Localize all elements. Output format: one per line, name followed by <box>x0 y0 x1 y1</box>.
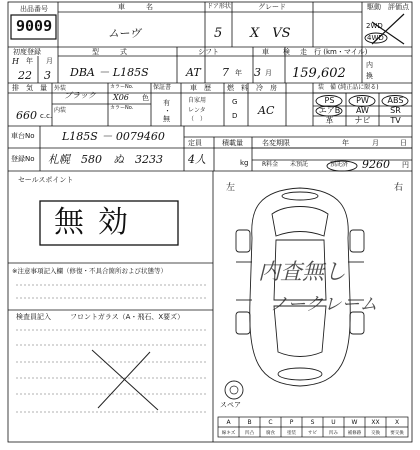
deposit-unpaid: 未預託 <box>290 161 309 168</box>
load-label: 積載量 <box>222 139 243 147</box>
legend-value-p: 塗装 <box>287 431 296 436</box>
legend-value-a: 線キズ <box>221 431 236 436</box>
spare-label: スペア <box>220 401 241 409</box>
warranty-no: 無 <box>163 115 170 123</box>
car-name: ムーヴ <box>108 27 141 40</box>
equipment-aw: AW <box>356 106 369 115</box>
capacity-label: 定員 <box>188 139 202 147</box>
reg-year: 22 <box>18 69 32 82</box>
displacement-unit: c.c. <box>40 112 53 120</box>
load-unit: kg <box>240 159 249 167</box>
transfer-label: 名変期限 <box>262 139 290 147</box>
equipment-tv: TV <box>390 116 401 125</box>
grade-value: X VS <box>250 26 291 41</box>
first-reg-label: 初度登録 <box>13 48 41 56</box>
equipment-leather: 革 <box>325 116 334 125</box>
legend-key-xx: XX <box>371 419 380 426</box>
inspection-year-unit: 年 <box>235 69 242 77</box>
equipment-abs: ABS <box>387 96 404 105</box>
category-other: （ ） <box>188 116 207 123</box>
legend-key-w: W <box>351 419 358 426</box>
color-label: 色 <box>142 94 149 102</box>
left-side-label: 左 <box>226 183 236 193</box>
legend-value-s: サビ <box>308 431 317 436</box>
tax-unit: 円 <box>402 161 409 169</box>
tax-label: R料金 <box>262 161 279 168</box>
exterior-code-label: カラーNo. <box>110 84 134 90</box>
drive-option-2wd: 2WD <box>366 22 383 30</box>
shift-label: シフト <box>198 48 219 56</box>
inspection-month-unit: 月 <box>265 69 272 77</box>
reg-month: 3 <box>44 69 51 82</box>
doors-label: ドア形状 <box>207 3 231 10</box>
legend-value-w: 補修跡 <box>347 431 362 436</box>
lot-number: 9009 <box>16 17 53 35</box>
fuel-gasoline: G <box>232 98 238 106</box>
mileage-label: 走 行 (km・マイル) <box>300 48 368 56</box>
equipment-pw: PW <box>356 96 369 105</box>
legend-value-x: 要交換 <box>390 431 404 436</box>
warranty-yes: 有 <box>163 99 170 107</box>
right-side-label: 右 <box>394 183 404 193</box>
inspection-month: 3 <box>254 66 261 79</box>
windshield-label: フロントガラス（A・飛石、X要ズ） <box>70 313 185 321</box>
equipment-airbag: エアB <box>318 106 341 115</box>
year-unit: 年 <box>26 57 33 65</box>
legend-key-p: P <box>289 419 294 426</box>
tax-amount: 9260 <box>362 158 390 171</box>
category-rental: レンタ <box>188 107 206 114</box>
doors-value: 5 <box>214 26 223 41</box>
car-body-diagram <box>236 188 364 386</box>
drive-label: 駆動 <box>367 3 381 11</box>
legend-key-b: B <box>247 419 252 426</box>
legend-value-b: 凹凸 <box>245 431 254 436</box>
legend-key-c: C <box>268 419 273 426</box>
model-value: DBA － L185S <box>70 66 149 79</box>
warranty-label: 保証書 <box>153 84 172 91</box>
warranty-dot: ・ <box>164 107 171 115</box>
deposit-paid: 預託済 <box>330 161 349 168</box>
void-stamp: 無効 <box>54 205 142 240</box>
interior-code-label: カラーNo. <box>110 105 134 111</box>
legend-key-u: U <box>331 419 336 426</box>
equipment-ps: PS <box>324 96 335 105</box>
equipment-sr: SR <box>390 106 401 115</box>
spare-tire-icon <box>225 381 243 399</box>
equipment-label: 装 備 (純正品に限る) <box>318 84 379 91</box>
lot-label: 出品番号 <box>20 5 48 13</box>
transfer-year-unit: 年 <box>342 139 349 147</box>
legend-value-u: 凹み <box>329 431 338 436</box>
no-inspection-note: 内査無し <box>258 260 347 285</box>
capacity-value: 4人 <box>188 153 206 166</box>
category-label: 車 歴 <box>190 84 211 92</box>
chassis-value: L185S － 0079460 <box>62 130 165 143</box>
inspection-year: 7 <box>222 66 229 79</box>
inspection-label: 車 検 <box>262 48 290 56</box>
model-label: 型 式 <box>92 48 127 56</box>
category-private: 自家用 <box>188 97 207 104</box>
legend-key-a: A <box>226 419 231 426</box>
legend-key-x: X <box>394 419 400 426</box>
mileage-tag-2: 換 <box>366 72 373 80</box>
ac-value: AC <box>258 104 275 117</box>
transfer-month-unit: 月 <box>372 139 379 147</box>
equipment-navi: ナビ <box>354 116 371 125</box>
car-name-label: 車 名 <box>118 3 153 11</box>
plate-label: 登録No <box>11 155 35 163</box>
month-unit: 月 <box>46 57 53 65</box>
fuel-diesel: D <box>232 112 238 120</box>
inspector-label: 検査員記入 <box>16 313 51 321</box>
plate-value: 札幌 580 ぬ 3233 <box>48 153 163 166</box>
displacement-value: 660 <box>16 109 37 122</box>
legend-value-xx: 交換 <box>371 431 380 436</box>
chassis-label: 車台No <box>11 132 35 140</box>
interior-label: 内装 <box>54 107 67 114</box>
no-claim-note: ノークレーム <box>270 294 378 315</box>
notes-label: ※注意事項記入欄（修復・不具合箇所および状態等） <box>12 267 167 275</box>
legend-key-s: S <box>310 419 315 426</box>
score-label: 評価点 <box>388 3 409 11</box>
mileage-value: 159,602 <box>292 66 346 81</box>
grade-label: グレード <box>258 3 286 11</box>
displacement-label: 排 気 量 <box>12 84 47 92</box>
sales-point-label: セールスポイント <box>18 176 74 184</box>
transfer-day-unit: 日 <box>400 139 407 147</box>
ac-label: 冷 房 <box>256 84 277 92</box>
shift-value: AT <box>186 66 201 79</box>
drive-option-4wd: 4WD <box>367 34 384 42</box>
exterior-code: X06 <box>113 93 129 102</box>
era-top: H <box>12 57 19 66</box>
fuel-label: 燃 料 <box>227 84 248 92</box>
legend-value-c: 腐食 <box>266 431 275 436</box>
exterior-color: ブラック <box>64 91 96 100</box>
mileage-tag: 内 <box>366 61 373 69</box>
exterior-label: 外装 <box>54 85 67 92</box>
